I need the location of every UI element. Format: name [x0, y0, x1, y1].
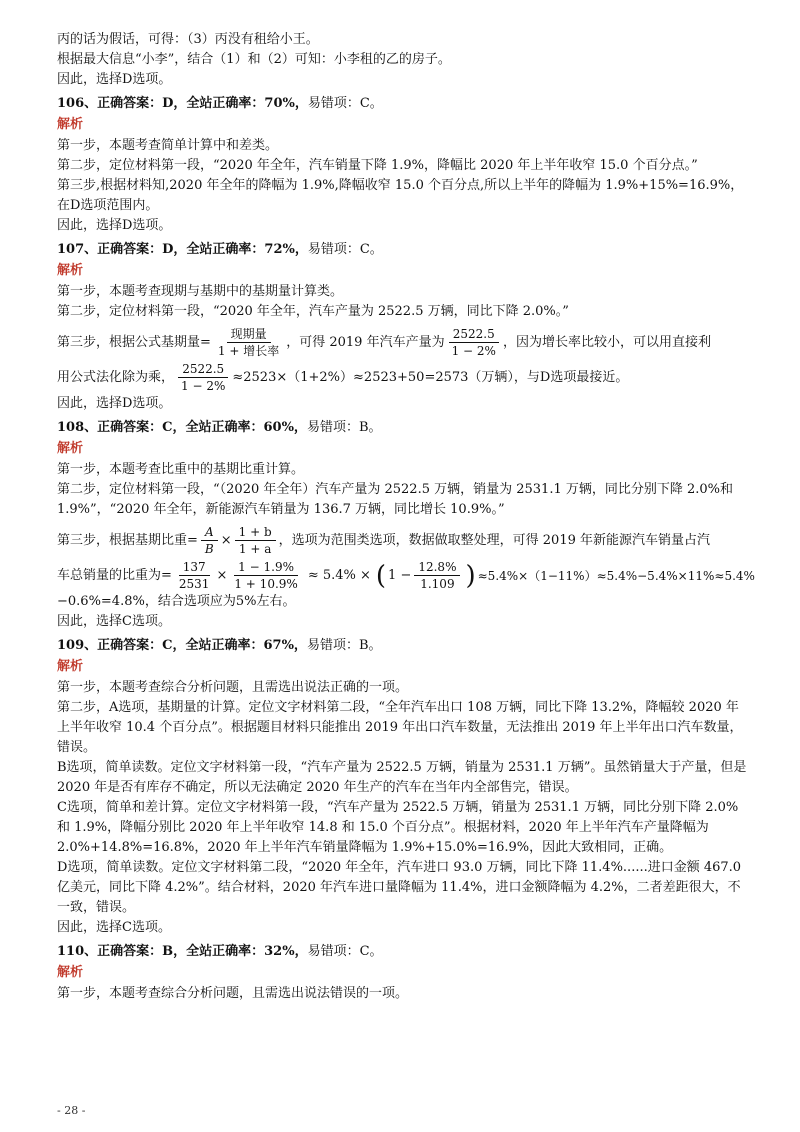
- q107-analysis-label: 解析: [57, 263, 84, 278]
- times-sign: ×: [216, 567, 228, 583]
- q108-step-1: 第一步，本题考查比重中的基期比重计算。: [57, 462, 305, 477]
- one-minus: 1 −: [388, 567, 412, 583]
- fraction-denominator: 1 + 10.9%: [234, 577, 298, 591]
- q109-option-b: B选项，简单读数。定位文字材料第一段，“汽车产量为 2522.5 万辆，销量为 2531.1 万辆”。虽然销量大于产量，但是 2020 年是否有库存不确定，所以无法确定 2020 年生产的汽车在当年内全部售完，错误。: [57, 760, 747, 795]
- q109-analysis-label: 解析: [57, 659, 84, 674]
- fraction-denominator: 2531: [178, 577, 210, 591]
- fraction-denominator: 1 + 增长率: [217, 344, 280, 358]
- q106-header: [57, 94, 747, 114]
- fraction-denominator: 1 − 2%: [181, 379, 226, 393]
- approx-text: ≈ 5.4% ×: [307, 567, 371, 583]
- q107-step-1: 第一步，本题考查现期与基期中的基期量计算类。: [57, 284, 344, 299]
- fraction-numerator: 1 − 1.9%: [234, 559, 298, 576]
- page-content: [57, 30, 755, 1004]
- q108-conclusion: 因此，选择C选项。: [57, 614, 171, 629]
- q108-answer: 108、正确答案：C，全站正确率：60%，: [57, 420, 307, 435]
- q109-wrong-option: 易错项：B。: [306, 638, 382, 653]
- fraction-numerator: 1 + b: [235, 524, 276, 541]
- q109-conclusion: 因此，选择C选项。: [57, 920, 171, 935]
- fraction-denominator: 1 + a: [238, 542, 272, 556]
- q108-analysis-label: 解析: [57, 441, 84, 456]
- q107-answer: 107、正确答案：D，全站正确率：72%，: [57, 242, 308, 257]
- q107-step-3-text-c: ，因为增长率比较小，可以用直接利: [502, 334, 711, 350]
- q106-analysis-label: 解析: [57, 117, 84, 132]
- q107-wrong-option: 易错项：C。: [307, 242, 383, 257]
- rate-fraction: [230, 559, 301, 592]
- right-paren: ): [465, 560, 476, 591]
- intro-line-2: 根据最大信息“小李”，结合（1）和（2）可知：小李租的乙的房子。: [57, 52, 451, 67]
- q108-step-3-text-c: 车总销量的比重为=: [57, 567, 172, 583]
- left-paren: (: [375, 560, 387, 591]
- q109-option-c: C选项，简单和差计算。定位文字材料第一段，“汽车产量为 2522.5 万辆，销量为 2531.1 万辆，同比分别下降 2.0%和 1.9%，降幅分别比 2020 年上半年收窄 14.8 和 15.0 个百分点”。根据材料，2020 年上半年汽车产量降幅为 2.0%+14.8%=16.8%，2020 年上半年汽车销量降幅为 1.9%+15.0%=16.9%，因此大致相同，正确。: [57, 800, 739, 855]
- fraction-numerator: 现期量: [227, 326, 271, 343]
- ratio-fraction-ab: [201, 524, 218, 557]
- q107-step-3-text-a: 第三步，根据公式基期量=: [57, 334, 211, 350]
- q108-header: [57, 418, 747, 438]
- q106-wrong-option: 易错项：C。: [307, 96, 383, 111]
- fraction-numerator: 12.8%: [414, 559, 460, 576]
- q108-step-3-formula: [57, 559, 755, 592]
- q110-answer: 110、正确答案：B，全站正确率：32%，: [57, 944, 308, 959]
- q106-answer: 106、正确答案：D，全站正确率：70%，: [57, 96, 308, 111]
- q109-option-d: D选项，简单读数。定位文字材料第二段，“2020 年全年，汽车进口 93.0 万辆，同比下降 11.4%......进口金额 467.0 亿美元，同比下降 4.2%”。结合材料，2020 年汽车进口量降幅为 11.4%，进口金额降幅为 4.2%，二者差距很大，不一致，错误。: [57, 860, 742, 915]
- q108-step-3-text-b: ，选项为范围类选项，数据做取整处理，可得 2019 年新能源汽车销量占汽: [278, 532, 710, 548]
- q108-wrong-option: 易错项：B。: [306, 420, 382, 435]
- q106-conclusion: 因此，选择D选项。: [57, 218, 172, 233]
- q107-step-2: 第二步，定位材料第一段，“2020 年全年，汽车产量为 2522.5 万辆，同比下降 2.0%。”: [57, 304, 569, 319]
- fraction-denominator: 1.109: [420, 577, 455, 591]
- share-fraction: [175, 559, 214, 592]
- base-formula-fraction: [214, 326, 283, 359]
- q106-step-1: 第一步，本题考查简单计算中和差类。: [57, 138, 279, 153]
- intro-line-3: 因此，选择D选项。: [57, 72, 172, 87]
- production-fraction: [448, 326, 500, 359]
- q107-conclusion: 因此，选择D选项。: [57, 396, 172, 411]
- q108-step-3: [57, 524, 747, 557]
- q109-step-1: 第一步，本题考查综合分析问题，且需选出说法正确的一项。: [57, 680, 409, 695]
- division-fraction: [177, 361, 229, 394]
- times-sign: ×: [220, 532, 232, 548]
- q109-answer: 109、正确答案：C，全站正确率：67%，: [57, 638, 307, 653]
- fraction-numerator: 2522.5: [449, 326, 499, 343]
- q107-step-3-text-b: ，可得 2019 年汽车产量为: [286, 334, 445, 350]
- q107-step-3: [57, 326, 747, 359]
- q108-step-3-text-a: 第三步，根据基期比重=: [57, 532, 198, 548]
- q108-step-3-text-d: ≈5.4%×（1−11%）≈5.4%−5.4%×11%≈5.4%: [477, 568, 755, 583]
- fraction-numerator: 137: [179, 559, 210, 576]
- q106-step-3: 第三步,根据材料知,2020 年全年的降幅为 1.9%,降幅收窄 15.0 个百分点,所以上半年的降幅为 1.9%+15%=16.9%，在D选项范围内。: [57, 178, 744, 213]
- q107-step-3-text-e: ≈2523×（1+2%）≈2523+50=2573（万辆），与D选项最接近。: [232, 369, 629, 385]
- q110-analysis-label: 解析: [57, 965, 84, 980]
- q110-wrong-option: 易错项：C。: [307, 944, 383, 959]
- q108-step-3-cont: −0.6%=4.8%，结合选项应为5%左右。: [57, 594, 296, 609]
- q108-step-2: 第二步，定位材料第一段，“（2020 年全年）汽车产量为 2522.5 万辆，销量为 2531.1 万辆，同比分别下降 2.0%和 1.9%”，“2020 年全年，新能源汽车销量为 136.7 万辆，同比增长 10.9%。”: [57, 482, 734, 517]
- q107-header: [57, 240, 747, 260]
- q107-step-3-text-d: 用公式法化除为乘，: [57, 369, 175, 385]
- q110-step-1: 第一步，本题考查综合分析问题，且需选出说法错误的一项。: [57, 986, 409, 1001]
- growth-fraction: [235, 524, 276, 557]
- page-number: - 28 -: [57, 1104, 86, 1117]
- q107-step-3-cont: [57, 361, 747, 394]
- fraction-numerator: A: [201, 524, 218, 541]
- fraction-denominator: 1 − 2%: [451, 344, 496, 358]
- q110-header: [57, 942, 747, 962]
- fraction-numerator: 2522.5: [178, 361, 228, 378]
- q109-header: [57, 636, 747, 656]
- q106-step-2: 第二步，定位材料第一段，“2020 年全年，汽车销量下降 1.9%，降幅比 2020 年上半年收窄 15.0 个百分点。”: [57, 158, 698, 173]
- fraction-denominator: B: [204, 542, 214, 556]
- intro-line-1: 丙的话为假话，可得：（3）丙没有租给小王。: [57, 32, 319, 47]
- q109-option-a: 第二步，A选项，基期量的计算。定位文字材料第二段，“全年汽车出口 108 万辆，同比下降 13.2%，降幅较 2020 年上半年收窄 10.4 个百分点”。根据题目材料只能推出 2019 年出口汽车数量，无法推出 2019 年上半年出口汽车数量，错误。: [57, 700, 743, 755]
- adjust-fraction: [414, 559, 460, 592]
